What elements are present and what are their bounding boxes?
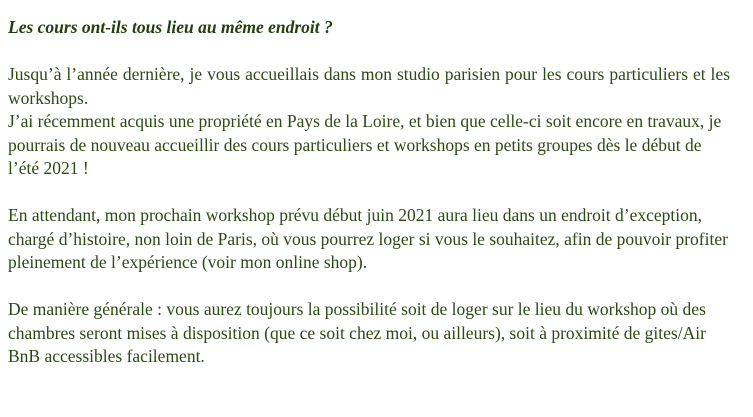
- faq-answer-block: [8, 16, 730, 369]
- paragraph-accommodation: [8, 298, 730, 369]
- paragraph-studio-history: [8, 63, 730, 181]
- paragraph-sentence: En attendant, mon prochain workshop prévu début juin 2021 aura lieu dans un endroit d’exception, chargé d’histoire, non loin de Paris, où vous pourrez loger si vous le souhaitez, afin de pouvoir profiter pleinement de l’expérience (voir mon online shop).: [8, 205, 728, 272]
- paragraph-next-workshop: [8, 204, 730, 275]
- paragraph-sentence: J’ai récemment acquis une propriété en Pays de la Loire, et bien que celle-ci soit encore en travaux, je pourrais de nouveau accueillir des cours particuliers et workshops en petits groupes dès le début de l’été 2021 !: [8, 111, 722, 178]
- faq-question: Les cours ont-ils tous lieu au même endroit ?: [8, 17, 333, 37]
- paragraph-sentence: Jusqu’à l’année dernière, je vous accueillais dans mon studio parisien pour les cours particuliers et les workshops.: [8, 64, 730, 108]
- paragraph-sentence: De manière générale : vous aurez toujours la possibilité soit de loger sur le lieu du workshop où des chambres seront mises à disposition (que ce soit chez moi, ou ailleurs), soit à proximité de gites/Air BnB accessibles facilement.: [8, 299, 706, 366]
